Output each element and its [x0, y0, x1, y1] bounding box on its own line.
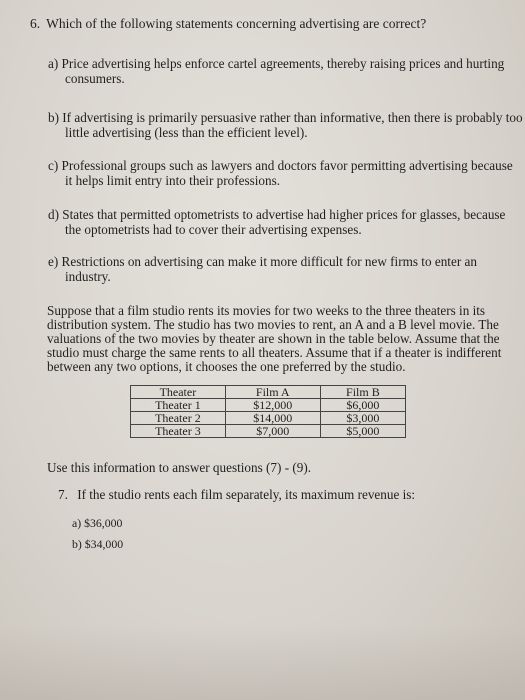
option-e-line-1: e) Restrictions on advertising can make it more difficult for new firms to enter an	[48, 254, 477, 269]
cell-theater: Theater 1	[131, 399, 226, 412]
cell-film-b: $6,000	[320, 399, 405, 412]
cell-film-b: $3,000	[320, 412, 405, 425]
answer-a: a) $36,000	[72, 516, 123, 530]
cell-theater: Theater 3	[131, 425, 226, 438]
scenario-line-4: studio must charge the same rents to all theaters. Assume that if a theater is indifferent	[47, 345, 502, 360]
question-text: Which of the following statements concerning advertising are correct?	[46, 16, 427, 31]
question-7	[58, 487, 415, 502]
option-a-line-2: consumers.	[65, 71, 125, 86]
option-c-line-2: it helps limit entry into their professions.	[65, 173, 281, 188]
cell-theater: Theater 2	[131, 412, 226, 425]
table-row	[131, 399, 406, 412]
cell-film-a: $14,000	[225, 412, 320, 425]
scenario-line-1: Suppose that a film studio rents its movies for two weeks to the three theaters in its	[47, 303, 486, 318]
cell-film-a: $7,000	[225, 425, 320, 438]
table-row	[131, 412, 406, 425]
instruction-text: Use this information to answer questions (7) - (9).	[47, 460, 312, 475]
header-film-b: Film B	[320, 386, 405, 399]
header-film-a: Film A	[225, 386, 320, 399]
option-a-line-1: a) Price advertising helps enforce cartel agreements, thereby raising prices and hurting	[48, 56, 505, 71]
question-number: 6.	[30, 16, 41, 31]
header-theater: Theater	[131, 386, 226, 399]
question-number: 7.	[58, 487, 68, 502]
scenario-line-5: between any two options, it chooses the one preferred by the studio.	[47, 359, 406, 374]
page-shadow	[0, 625, 525, 700]
question-text: If the studio rents each film separately, its maximum revenue is:	[77, 487, 416, 502]
option-d-line-2: the optometrists had to cover their advertising expenses.	[65, 222, 362, 237]
option-d-line-1: d) States that permitted optometrists to advertise had higher prices for glasses, because	[48, 207, 506, 222]
option-c-line-1: c) Professional groups such as lawyers and doctors favor permitting advertising because	[48, 158, 513, 173]
cell-film-b: $5,000	[320, 425, 405, 438]
option-e-line-2: industry.	[65, 269, 111, 284]
option-b-line-1: b) If advertising is primarily persuasive rather than informative, then there is probably too	[48, 110, 523, 125]
question-6	[30, 16, 426, 31]
scenario-line-3: valuations of the two movies by theater are shown in the table below. Assume that the	[47, 331, 500, 346]
cell-film-a: $12,000	[225, 399, 320, 412]
table-row	[131, 425, 406, 438]
scenario-line-2: distribution system. The studio has two movies to rent, an A and a B level movie. The	[47, 317, 499, 332]
table-header-row	[131, 386, 406, 399]
answer-b: b) $34,000	[72, 537, 124, 551]
valuation-table	[130, 385, 406, 438]
option-b-line-2: little advertising (less than the efficient level).	[65, 125, 308, 140]
